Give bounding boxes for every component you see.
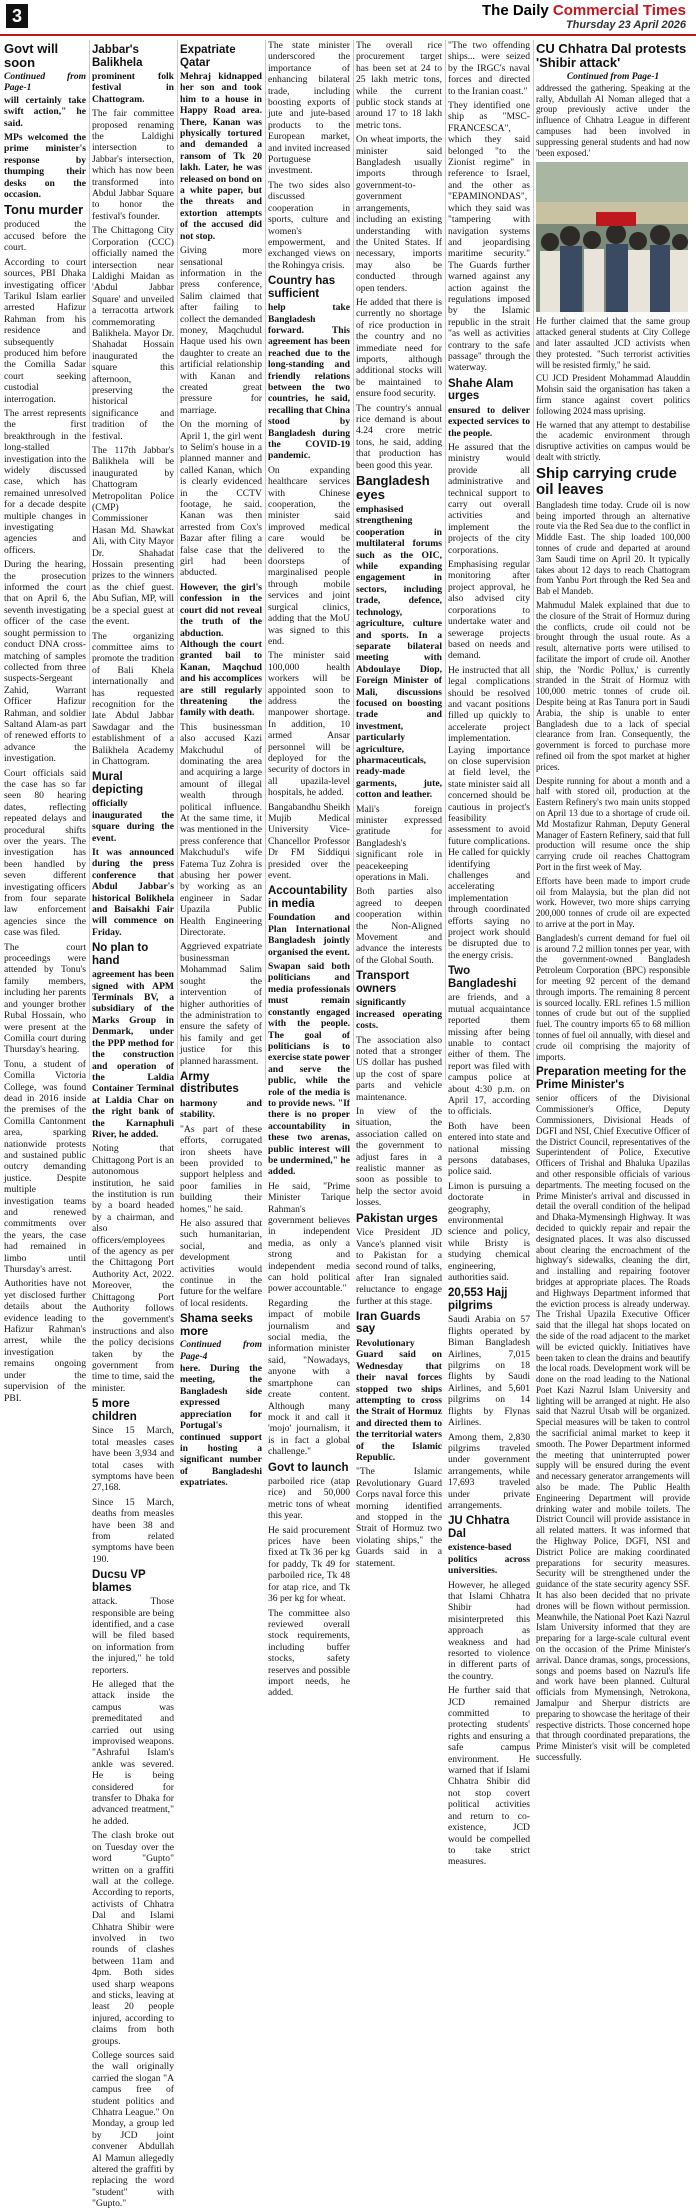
rally-photo bbox=[536, 162, 688, 312]
continued-line: Continued from Page-1 bbox=[4, 72, 86, 94]
paragraph: The court proceedings were attended by Tonu's family members, including her parents and younger brother Rubal Hossain, who were present at the Comilla court during Thursday's hearing. bbox=[4, 941, 86, 1056]
article-five-more bbox=[92, 1398, 174, 1565]
paragraph: produced the accused before the court. bbox=[4, 219, 86, 254]
headline: Transport owners bbox=[356, 970, 410, 995]
paragraph: harmony and stability. bbox=[180, 1097, 262, 1121]
article-hajj bbox=[448, 1287, 530, 1511]
article-ju-chhatra bbox=[448, 1515, 530, 1867]
paragraph: The minister said 100,000 health workers will be appointed soon to address the manpower shortage. In addition, 10 armed Ansar personnel will be deployed for the security of doctors in all upazila-level hospitals, he added. bbox=[268, 650, 350, 799]
column-4 bbox=[268, 40, 352, 1699]
headline: Army distributes bbox=[180, 1070, 239, 1096]
issue-date: Thursday 23 April 2026 bbox=[565, 19, 686, 31]
paragraph: "The Islamic Revolutionary Guard Corps naval force this morning identified and stopped in the Strait of Hormuz two violating ships," the Guards said in a statement. bbox=[356, 1466, 442, 1569]
article-jabbar bbox=[92, 44, 174, 767]
paragraph: College sources said the wall originally carried the slogan "A campus free of student politics and Chhatra League." On Monday, a group led by JCD joint convener Abdullah Al Mamun allegedly altered the graffiti by replacing the word "student" with "Gupto." bbox=[92, 2050, 174, 2210]
paragraph: On the morning of April 1, the girl went to Selim's house in a planned manner and called Kanan, which is clearly evidenced in the CCTV footage, he said. Kanan was then arrested from Cox's Bazar after filing a false case that the girl had been abducted. bbox=[180, 419, 262, 579]
paragraph: On wheat imports, the minister said Bangladesh usually imports through government-to-government arrangements, including an existing understanding with the United States. If necessary, imports may also be conducted through open tenders. bbox=[356, 134, 442, 294]
paragraph: Both have been entered into state and national missing persons databases, police said. bbox=[448, 1120, 530, 1178]
article-preparation bbox=[536, 1066, 690, 1762]
paragraph: The state minister underscored the importance of enhancing bilateral trade, including boosting exports of jute and jute-based products to the European market, and invited increased Portuguese investment. bbox=[268, 40, 350, 177]
masthead-rule bbox=[0, 34, 696, 36]
headline: Govt to launch bbox=[268, 1461, 349, 1474]
headline: Iran Guards say bbox=[356, 1310, 421, 1336]
article-bd-eyes bbox=[356, 474, 442, 966]
article-army bbox=[180, 1071, 262, 1309]
article-pakistan bbox=[356, 1213, 442, 1307]
headline: Expatriate Qatar bbox=[180, 44, 236, 69]
paragraph: Mehraj kidnapped her son and took him to a house in Happy Road area. There, Kanan was physically tortured and demanded a ransom of Tk 20 lakh. Later, he was released on bond on a white paper, but the threats and extortion attempts of the accused did not stop. bbox=[180, 71, 262, 242]
article-iran-guards-cont bbox=[448, 40, 530, 374]
paragraph: However, he alleged that Islami Chhatra Shibir had misinterpreted this approach as weakness and had resorted to violence in different parts of the country. bbox=[448, 1579, 530, 1682]
headline: Shama seeks more bbox=[180, 1313, 253, 1338]
paragraph: emphasised strengthening cooperation in multilateral forums such as the OIC, while expanding engagement in sectors, including trade, defence, technology, agriculture, culture and sports. In a separate bilateral meeting with Abdoulaye Diop, Foreign Minister of Mali, discussions focused on boosting trade and investment, particularly agriculture, pharmaceuticals, ready-made garments, jute, cotton and leather. bbox=[356, 504, 442, 801]
paragraph: Saudi Arabia on 57 flights operated by Biman Bangladesh Airlines, 7,015 pilgrims on 18 flights by Saudi Airlines, and 5,601 pilgrims on 14 flights by Flynas Airlines. bbox=[448, 1314, 530, 1429]
paragraph: He further claimed that the same group attacked general students at City College and later assaulted JCD activists when they protested. "Such terrorist activities will be resisted firmly," he said. bbox=[536, 316, 690, 370]
article-transport bbox=[356, 970, 442, 1208]
paragraph: Bangabandhu Sheikh Mujib Medical University Vice-Chancellor Professor Dr FM Siddiqui presided over the event. bbox=[268, 801, 350, 882]
article-govt-will-soon bbox=[4, 42, 86, 200]
paragraph: attack. Those responsible are being identified, and a case will be filed based on information from the injured," he told reporters. bbox=[92, 1596, 174, 1676]
column-divider bbox=[265, 40, 266, 1080]
paragraph: Aggrieved expatriate businessman Mohammad Salim sought the intervention of higher authorities of the administration to ensure the safety of his family and get justice for this planned harassment. bbox=[180, 941, 262, 1067]
paragraph: The clash broke out on Tuesday over the word "Gupto" written on a graffiti wall at the college. According to reports, activists of Chhatra Dal and Islami Chhatra Shibir were involved in two rounds of clashes between 11am and 4pm. Both sides used sharp weapons and sticks, leaving at least 20 people injured, according to claims from both groups. bbox=[92, 1830, 174, 2047]
masthead bbox=[0, 0, 696, 34]
continued-line: Continued from Page-1 bbox=[566, 72, 660, 82]
headline: Shahe Alam urges bbox=[448, 377, 514, 403]
column-7 bbox=[536, 40, 692, 1762]
paragraph: In view of the situation, the association called on the government to adjust fares in a realistic manner as soon as possible to help the sector avoid losses. bbox=[356, 1105, 442, 1209]
paragraph: He warned that any attempt to destabilise the academic environment through disruptive activities on campus would be dealt with strictly. bbox=[536, 419, 690, 462]
paragraph: prominent folk festival in Chattogram. bbox=[92, 71, 174, 105]
paragraph: Among them, 2,830 pilgrims traveled under government arrangements, while 17,693 traveled under private arrangements. bbox=[448, 1431, 530, 1511]
paragraph: He said, "Prime Minister Tarique Rahman's government believes in independent media, as only a strong and independent media can hold political power accountable." bbox=[268, 1180, 350, 1295]
headline: Govt will soon bbox=[4, 41, 59, 70]
paragraph: The country's annual rice demand is about 4.24 crore metric tons, he said, adding that production has been good this year. bbox=[356, 402, 442, 471]
paragraph: agreement has been signed with APM Terminals BV, a subsidiary of the Marks Group in Denmark, under the PPP method for the construction and operation of the Laldia Container Terminal at Laldia Char on the right bank of the Karnaphuli River, he added. bbox=[92, 969, 174, 1140]
paragraph: On expanding healthcare services with Chinese cooperation, the minister said improved medical care would be delivered to the doorsteps of marginalised people through mobile services and joint surgical clinics, adding that the MoU was signed to this end. bbox=[268, 464, 350, 647]
article-govt-to-launch bbox=[268, 1462, 350, 1699]
column-2 bbox=[92, 40, 176, 2210]
paragraph: parboiled rice (atap rice) and 50,000 metric tons of wheat this year. bbox=[268, 1476, 350, 1522]
paragraph: will certainly take swift action," he said. bbox=[4, 94, 86, 129]
paragraph: During the hearing, the prosecution informed the court that on April 6, the seventh investigating officer of the case sought permission to conduct DNA cross-matching of samples collected from three suspects-Sergeant Zahid, Warrant Officer Hafizur Rahman, and soldier Saltand Alam-as part of renewed efforts to advance the investigation. bbox=[4, 559, 86, 765]
paragraph: The arrest represents the first breakthrough in the long-stalled investigation into the widely discussed case, which has remained unresolved for a decade despite multiple changes in investigating agencies and officers. bbox=[4, 407, 86, 556]
paragraph: He instructed that all legal complications should be resolved and vacant positions filled up quickly to accelerate project implementation. Laying importance on close supervision at field level, the state minister said all concerned should be cautious in project's feasibility assessment to avoid future complications. He called for quickly identifying challenges and accelerating implementation through coordinated efforts saying no project work should be disrupted due to the energy crisis. bbox=[448, 664, 530, 961]
article-ship bbox=[536, 466, 690, 1063]
paragraph: The fair committee proposed renaming the Laldighi intersection to Jabbar's intersection, which has now been transformed into Abdul Jabbar Square to honor the festival's founder. bbox=[92, 108, 174, 222]
paragraph: "The two offending ships... were seized by the IRGC's naval forces and directed to the Iranian coast." bbox=[448, 40, 530, 97]
paragraph: Bangladesh time today. Crude oil is now being imported through an alternative route via the Red Sea due to the conflict in Middle East. The ship loaded 100,000 tonnes of crude and departed at around 3am Saudi time on April 20. It typically takes about 12 days to reach Chattogram from Yanbu Port through the Red Sea and Bab el Mandeb. bbox=[536, 499, 690, 597]
article-accountability bbox=[268, 885, 350, 1457]
continued-line: Continued from Page-4 bbox=[180, 1340, 262, 1362]
paragraph: significantly increased operating costs. bbox=[356, 997, 442, 1032]
article-govt-to-launch-cont bbox=[356, 40, 442, 471]
paragraph: Revolutionary Guard said on Wednesday that their naval forces stopped two ships attempting to cross the Strait of Hormuz and directed them to the territorial waters of the Islamic Republic. bbox=[356, 1337, 442, 1463]
paragraph: The organizing committee aims to promote the tradition of Bali Khela internationally and has requested recognition for the late Abdul Jabbar Sawdagar and the establishment of a Balikhela Academy in Chattogram. bbox=[92, 630, 174, 767]
paragraph: senior officers of the Divisional Commissioner's Office, Deputy Commissioners, Divisional Heads of DGFI and NSI, Chief Executive Officer of the District Council, representatives of the Superintendent of Police, Executive Officers of Trishal and Bhaluka Upazilas and other responsible officials of various departments. The meeting focused on the Prime Minister's arrival and discussed in detail the overall condition of the helipad and Dhaka-Mymensingh Highway. It was decided to quickly repair and repair the designated places. It was also discussed about clearing the encroachment of the highway's sidewalks, cleaning the dirt, and installing and repairing footover bridges at appropriate places. The Roads and Highways Department informed that the eviction process is already underway. The Trishal Upazila Executive Officer said that the illegal hat shops located on the side of the road adjacent to the market will be evicted quickly. Initiatives have been taken to clean the drains and beautify the local roads. Development work will be done on the road leading to the National Poet Kazi Nazrul Islam University and lighting will be arranged at night. He also said that Nazrul Utsab will be organized. Special measures will be taken to control the sacrificial animal market to keep it smooth. The Power Department informed the meeting that uninterrupted power supply will be ensured during the event and necessary generator arrangements will also be made. The Public Health Engineering Department will provide drinking water and mobile toilets. The District Council will provide assistance in all related matters. It was informed that the Highway Police, DGFI, NSI and District Police are making coordinated preparations for security measures. Security will be strengthened under the guidance of the state security agency SSF. It has also been decided that no private drones will be flown without permission. Meanwhile, the National Poet Kazi Nazrul Islam University informed that they are preparing for a large-scale cultural event on the occasion of the Prime Minister's arrival. Dance dramas, songs, processions, songs and poems based on Nazrul's life and work have been planned. Cultural officials from Mymensingh, Netrokona, Jamalpur and Sherpur districts are preparing to showcase the heritage of their respective districts. Those concerned hope that through coordinated preparations, the Prime Minister's visit will be completed successfully. bbox=[536, 1093, 690, 1762]
column-divider bbox=[353, 40, 354, 1080]
article-shahe-alam bbox=[448, 378, 530, 962]
article-country-has bbox=[268, 275, 350, 881]
headline: Ship carrying crude oil leaves bbox=[536, 464, 677, 498]
paragraph: Limon is pursuing a doctorate in geography, environmental science and policy, while Bristy is studying chemical engineering, authorities said. bbox=[448, 1180, 530, 1284]
headline: No plan to hand bbox=[92, 942, 149, 967]
paragraph: Tonu, a student of Comilla Victoria College, was found dead in 2016 inside the premises of the Comilla Cantonment area, sparking nationwide protests and sustained public outcry demanding justice. Despite multiple investigation teams and renewed commitments over the years, the case had remained in limbo until Thursday's arrest. bbox=[4, 1058, 86, 1276]
paragraph: He also assured that such humanitarian, social, and development activities would continue in the future for the welfare of local residents. bbox=[180, 1218, 262, 1309]
paragraph: existence-based politics across universities. bbox=[448, 1542, 530, 1577]
paragraph: ensured to deliver expected services to the people. bbox=[448, 404, 530, 439]
headline: Tonu murder bbox=[4, 202, 84, 218]
paragraph: Regarding the impact of mobile journalism and social media, the information minister said, "Nowadays, anyone with a smartphone can create content. Although many mock it and call it 'mojo' journalism, it is in fact a global challenge." bbox=[268, 1297, 350, 1458]
article-shama bbox=[180, 1313, 262, 1488]
paragraph: addressed the gathering. Speaking at the rally, Abdullah Al Noman alleged that a group previously active under the influence of Chhatra League in different campuses had been involved in suppressing general students and had now 'been exposed.' bbox=[536, 82, 690, 158]
column-5 bbox=[356, 40, 444, 1569]
paragraph: However, the girl's confession in the court did not reveal the truth of the abduction. Although the court granted bail to Kanan, Maqchud and his accomplices are still regularly threatening the family with death. bbox=[180, 581, 262, 719]
headline: Country has sufficient bbox=[268, 275, 336, 300]
paragraph: He added that there is currently no shortage of rice production in the country and no immediate need for imports, although additional stocks will be maintained to ensure food security. bbox=[356, 296, 442, 400]
headline: Jabbar's Balikhela bbox=[92, 44, 143, 69]
paragraph: Emphasising regular monitoring after project approval, he also advised city corporations to undertake water and sewerage projects based on needs and demand. bbox=[448, 559, 530, 662]
page-number: 3 bbox=[6, 4, 28, 28]
paragraph: Authorities have not yet disclosed further details about the evidence leading to Hafizur Rahman's arrest, while the investigation remains ongoing under the supervision of the PBI. bbox=[4, 1278, 86, 1404]
paragraph: Foundation and Plan International Bangladesh jointly organised the event. bbox=[268, 912, 350, 958]
article-mural bbox=[92, 771, 174, 938]
paragraph: Swapan said both politicians and media professionals must remain constantly engaged with the people. The goal of politicians is to exercise state power and serve the public, while the role of the media is to provide news. "If there is no proper accountability in these two arenas, public interest will be undermined," he added. bbox=[268, 961, 350, 1178]
article-shama-cont bbox=[268, 40, 350, 271]
article-expatriate-qatar bbox=[180, 44, 262, 1067]
headline: CU Chhatra Dal protests 'Shibir attack' bbox=[536, 41, 687, 70]
paragraph: MPs welcomed the prime minister's response by thumping their desks on the occasion. bbox=[4, 132, 86, 201]
headline: Bangladesh eyes bbox=[356, 473, 430, 503]
article-ducsu bbox=[92, 1569, 174, 2210]
paragraph: This businessman also accused Kazi Makchudul of dominating the area and acquiring a large amount of illegal wealth through political influence. At the same time, it was mentioned in the press conference that Makchudul's wife Fatema Tuz Zohra is abusing her power by working as an engineer in Sadar Upazila Public Health Engineering Directorate. bbox=[180, 721, 262, 939]
paragraph: Mali's foreign minister expressed gratitude for Bangladesh's significant role in peacekeeping operations in Mali. bbox=[356, 803, 442, 884]
crowd-image bbox=[536, 162, 688, 312]
paragraph: Vice President JD Vance's planned visit to Pakistan for a second round of talks, after Iran signaled reluctance to engage further at this stage. bbox=[356, 1227, 442, 1307]
paragraph: According to court sources, PBI Dhaka investigating officer Tarikul Islam earlier arrested Hafizur Rahman from his residence and subsequently produced him before the Comilla Sadar court seeking custodial interrogation. bbox=[4, 256, 86, 405]
paragraph: He further said that JCD remained committed to protecting students' rights and ensuring a safe campus environment. He warned that if Islami Chhatra Shibir did not stop covert political activities and return to co-existence, JCD would be compelled to take strict measures. bbox=[448, 1685, 530, 1868]
paragraph: Since 15 March, total measles cases have been 3,934 and total cases with symptoms have been 27,168. bbox=[92, 1425, 174, 1494]
article-iran-guards bbox=[356, 1311, 442, 1569]
column-6 bbox=[448, 40, 532, 1868]
paragraph: Bangladesh's current demand for fuel oil is around 7.2 million tonnes per year, with the government-owned Bangladesh Petroleum Corporation (BPC) responsible for meeting 92 percent of the demand through imports. The remaining 8 percent is sourced locally. ERL refines 1.5 million tonnes of crude but out of the supplied fuel. The country imports 65 to 68 million tonnes of fuel oil annually, with diesel and crude oil comprising the majority of imports. bbox=[536, 932, 690, 1062]
headline: Accountability in media bbox=[268, 885, 348, 910]
paragraph: are friends, and a mutual acquaintance reported them missing after being unable to contact either of them. The report was filed with campus police at about 4:30 p.m. on April 17, according to officials. bbox=[448, 992, 530, 1118]
paragraph: Both parties also agreed to deepen cooperation within the Non-Aligned Movement and advance the interests of the Global South. bbox=[356, 886, 442, 966]
paragraph: here. During the meeting, the Bangladesh side expressed appreciation for Portugal's continued support in hosting a significant number of Bangladeshi expatriates. bbox=[180, 1363, 262, 1489]
paragraph: The association also noted that a stronger US dollar has pushed up the cost of spare parts and vehicle maintenance. bbox=[356, 1034, 442, 1103]
paragraph: Efforts have been made to import crude oil from Malaysia, but the plan did not work. However, two more ships carrying 200,000 tonnes of crude oil are expected to arrive at the port in May. bbox=[536, 875, 690, 930]
paragraph: Noting that Chittagong Port is an autonomous institution, he said the institution is run by a board headed by a chairman, and also officers/employees of the agency as per the Chittagong Port Authority Act, 2022. Moreover, the Chittagong Port Authority follows the government's instructions and also the policy decisions taken by the government from time to time, said the minister. bbox=[92, 1143, 174, 1394]
headline: JU Chhatra Dal bbox=[448, 1515, 510, 1540]
paragraph: He said procurement prices have been fixed at Tk 36 per kg for paddy, Tk 49 for parboiled rice, Tk 48 for atap rice, and Tk 36 per kg for wheat. bbox=[268, 1524, 350, 1605]
headline: Two Bangladeshi bbox=[448, 965, 517, 990]
headline: Mural depicting bbox=[92, 771, 144, 796]
column-divider bbox=[177, 40, 178, 1080]
headline: 20,553 Hajj pilgrims bbox=[448, 1287, 508, 1312]
paragraph: The 117th Jabbar's Balikhela will be inaugurated by Chattogram Metropolitan Police (CMP) Commissioner Hasan Md. Shawkat Ali, with City Mayor Dr. Shahadat Hossain presenting prizes to the winners as the chief guest. Abu Sufian, MP, will be a special guest at the event. bbox=[92, 445, 174, 628]
paragraph: help take Bangladesh forward. This agreement has been reached due to the long-standing and friendly relations between the two countries, he said, recalling that China stood by Bangladesh during the COVID-19 pandemic. bbox=[268, 302, 350, 462]
paragraph: "As part of these efforts, corrugated iron sheets have been provided to support helpless and poor families in building their homes," he said. bbox=[180, 1123, 262, 1215]
paragraph: The two sides also discussed cooperation in sports, culture and women's empowerment, and exchanged views on the Rohingya crisis. bbox=[268, 179, 350, 271]
article-tonu-murder bbox=[4, 203, 86, 1403]
column-divider bbox=[445, 40, 446, 1080]
paragraph: The Chittagong City Corporation (CCC) officially named the intersection near Laldighi Maidan as 'Abdul Jabbar Square' and unveiled a terracotta artwork commemorating Balikhela. Mayor Dr. Shahadat Hossain inaugurated the square this afternoon, preserving the historical significance and tradition of the festival. bbox=[92, 225, 174, 442]
paragraph: Giving more sensational information in the press conference, Salim claimed that after failing to collect the demanded money, Maqchudul Haque used his own daughter to create an artificial relationship with Kanan and created great pressure for marriage. bbox=[180, 245, 262, 416]
column-divider bbox=[89, 40, 90, 1080]
column-divider bbox=[533, 40, 534, 1080]
paragraph: Court officials said the case has so far seen 80 hearing dates, reflecting repeated delays and procedural shifts over the years. The investigation has been handled by seven different investigating officers from four separate law enforcement agencies since the case was filed. bbox=[4, 767, 86, 939]
paragraph: It was announced during the press conference that Abdul Jabbar's historical Bolikhela and Baisakhi Fair will commence on Friday. bbox=[92, 847, 174, 938]
paragraph: The committee also reviewed overall stock requirements, including buffer stocks, safety reserves and possible import needs, he added. bbox=[268, 1607, 350, 1699]
headline: Preparation meeting for the Prime Minister's bbox=[536, 1066, 687, 1091]
paragraph: He alleged that the attack inside the campus was premeditated and carried out using improvised weapons. "Ashraful Islam's ankle was severed. He is being considered for transfer to Dhaka for advanced treatment," he added. bbox=[92, 1679, 174, 1827]
article-two-bd bbox=[448, 965, 530, 1283]
paragraph: Since 15 March, deaths from measles have been 38 and from related symptoms have been 190. bbox=[92, 1496, 174, 1565]
article-cu-chhatra bbox=[536, 42, 690, 463]
paragraph: officially inaugurated the square during the event. bbox=[92, 798, 174, 844]
paragraph: Mahmudul Malek explained that due to the closure of the Strait of Hormuz during the conflicts, crude oil could not be brought through the usual route. As a result, alternative ports were utilised to facilitate the import of crude oil. Another ship, the 'Nordic Pollux,' is currently stranded in the Strait of Hormuz with 100,000 metric tonnes of crude oil. Despite being at Ras Tanura port in Saudi Arabia, the ship is unable to enter Bangladesh due to a lack of special clearance from Iran. Consequently, the government is forced to purchase more refined oil from the spot market at higher prices. bbox=[536, 599, 690, 772]
newspaper-brand bbox=[482, 2, 686, 31]
brand-name: Commercial Times bbox=[552, 2, 686, 19]
brand-prefix: The Daily bbox=[482, 2, 553, 19]
paragraph: They identified one ship as "MSC-FRANCESCA", which they said belonged "to the Zionist regime" in reference to Israel, and the other as "EPAMINONDAS", which they said was "tampering with navigation systems and jeopardising maritime security." The Guards further warned against any action against the regulations imposed by the Islamic republic in the strait "as well as activities contrary to the safe passage" through the waterway. bbox=[448, 100, 530, 374]
paragraph: Despite running for about a month and a half with stored oil, production at the Eastern Refinery's two main units stopped on April 13 due to a shortage of crude oil. Md Mostafizur Rahman, Deputy General Manager of Eastern Refinery, said that full production will resume once the ship carrying crude oil reaches Chattogram Port in the first week of May. bbox=[536, 775, 690, 873]
column-3 bbox=[180, 40, 264, 1489]
headline: 5 more children bbox=[92, 1398, 137, 1423]
headline: Pakistan urges bbox=[356, 1212, 438, 1225]
column-1 bbox=[4, 40, 88, 1404]
paragraph: The overall rice procurement target has been set at 24 to 25 lakh metric tons, while the current public stock stands at around 17 to 18 lakh metric tons. bbox=[356, 40, 442, 131]
paragraph: CU JCD President Mohammad Alauddin Mohsin said the organisation has taken a firm stance against covert politics following 2024 mass uprising. bbox=[536, 373, 690, 416]
paragraph: He assured that the ministry would provide all administrative and technical support to carry out overall activities and implement the projects of the city corporations. bbox=[448, 442, 530, 556]
headline: Ducsu VP blames bbox=[92, 1569, 146, 1594]
article-no-plan bbox=[92, 942, 174, 1394]
